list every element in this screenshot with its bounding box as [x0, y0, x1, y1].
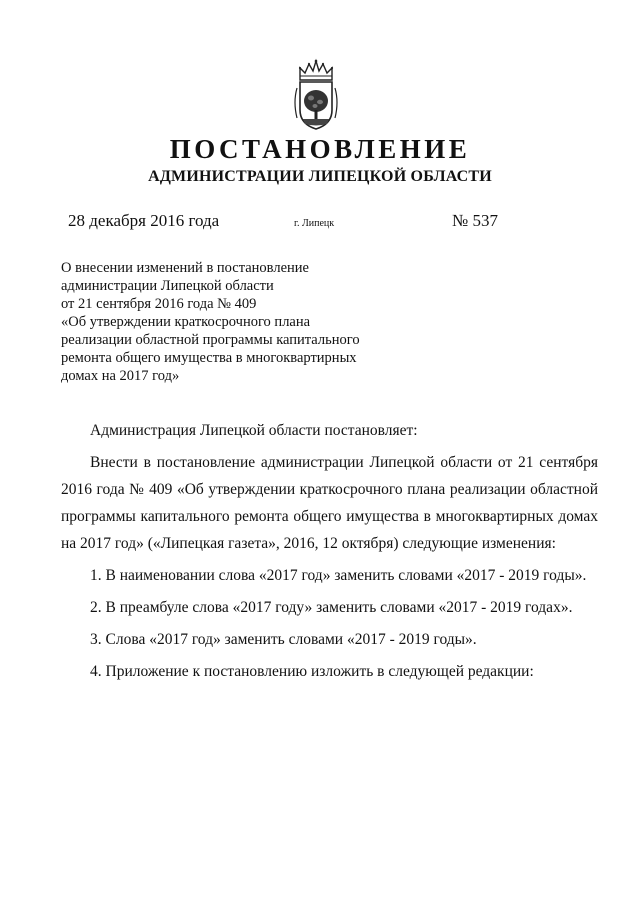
heading-line: «Об утверждении краткосрочного плана — [61, 314, 311, 330]
heading-line: О внесении изменений в постановление — [61, 260, 309, 276]
document-number: № 537 — [452, 211, 498, 230]
document-city: г. Липецк — [294, 218, 335, 229]
list-item: 1. В наименовании слова «2017 год» заменить словами «2017 - 2019 годы». — [90, 567, 587, 584]
list-item: 4. Приложение к постановлению изложить в следующей редакции: — [90, 663, 534, 680]
heading-line: от 21 сентября 2016 года № 409 — [61, 296, 257, 312]
intro-paragraph: Администрация Липецкой области постановляет: — [90, 422, 418, 439]
heading-line: реализации областной программы капитального — [61, 332, 360, 348]
list-item: 2. В преамбуле слова «2017 году» заменить словами «2017 - 2019 годах». — [90, 599, 573, 616]
list-item: 3. Слова «2017 год» заменить словами «2017 - 2019 годы». — [90, 631, 477, 648]
document-heading — [61, 259, 401, 385]
document-date: 28 декабря 2016 года — [68, 211, 220, 230]
heading-line: администрации Липецкой области — [61, 278, 274, 294]
lipetsk-coat-of-arms-icon — [291, 58, 341, 132]
heading-line: домах на 2017 год» — [61, 368, 180, 384]
document-body — [61, 417, 598, 690]
main-paragraph: Внести в постановление администрации Липецкой области от 21 сентября 2016 года № 409 «Об утверждении краткосрочного плана реализации областной программы капитального ремонта общего имущества в многоквартирных домах на 2017 год» («Липецкая газета», 2016, 12 октября) следующие изменения: — [61, 454, 598, 552]
document-title: ПОСТАНОВЛЕНИЕ — [169, 134, 471, 164]
heading-line: ремонта общего имущества в многоквартирных — [61, 350, 357, 366]
coat-of-arms-emblem — [291, 58, 341, 132]
issuing-authority: АДМИНИСТРАЦИИ ЛИПЕЦКОЙ ОБЛАСТИ — [148, 168, 492, 185]
